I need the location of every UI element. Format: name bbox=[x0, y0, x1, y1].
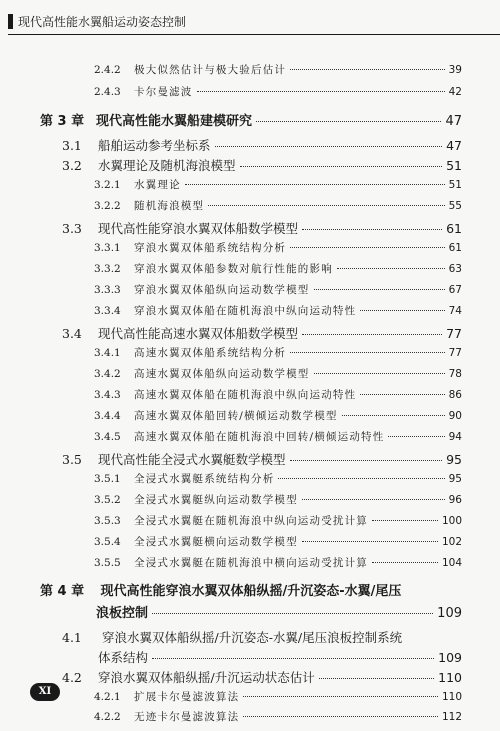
section-title-line2: 体系结构 bbox=[98, 650, 149, 665]
toc-entry-page: 78 bbox=[448, 368, 462, 380]
toc-entry-title: 高速水翼双体船在随机海浪中纵向运动特性 bbox=[134, 389, 357, 401]
toc-entry-number: 3.4.3 bbox=[94, 389, 121, 401]
toc-entry-title: 无迹卡尔曼滤波算法 bbox=[134, 711, 240, 723]
toc-entry-title: 随机海浪模型 bbox=[134, 200, 205, 212]
dot-leader bbox=[290, 352, 445, 353]
toc-entry-title: 全浸式水翼艇横向运动数学模型 bbox=[134, 536, 298, 548]
toc-entry-title: 高速水翼双体船在随机海浪中回转/横倾运动特性 bbox=[134, 431, 385, 443]
chapter-title: 现代高性能水翼船建模研究 bbox=[96, 114, 253, 129]
dot-leader bbox=[302, 499, 445, 500]
dot-leader bbox=[243, 716, 438, 717]
toc-entry bbox=[94, 429, 462, 444]
dot-leader bbox=[302, 334, 442, 335]
toc-entry bbox=[94, 84, 462, 99]
toc-entry-number: 3.5.4 bbox=[94, 536, 121, 548]
toc-entry-page: 47 bbox=[445, 114, 462, 129]
dot-leader bbox=[388, 436, 444, 437]
section-number: 3.5 bbox=[62, 452, 82, 467]
dot-leader bbox=[372, 562, 438, 563]
toc-entry-page: 67 bbox=[448, 284, 462, 296]
dot-leader bbox=[360, 394, 444, 395]
toc-entry-page: 110 bbox=[438, 670, 462, 685]
toc-entry-page: 51 bbox=[446, 158, 462, 173]
toc-entry-number: 3.4.2 bbox=[94, 368, 121, 380]
toc-section bbox=[62, 450, 462, 468]
toc-entry-page: 96 bbox=[448, 494, 462, 506]
dot-leader bbox=[290, 69, 445, 70]
dot-leader bbox=[243, 696, 438, 697]
dot-leader bbox=[278, 478, 444, 479]
section-number: 3.1 bbox=[62, 138, 82, 153]
toc-entry-number: 2.4.3 bbox=[94, 86, 121, 98]
toc-section bbox=[62, 668, 462, 686]
toc-entry bbox=[94, 345, 462, 360]
toc-entry-page: 61 bbox=[448, 242, 462, 254]
toc-entry-number: 3.5.3 bbox=[94, 515, 121, 527]
toc-entry-page: 39 bbox=[448, 64, 462, 76]
toc-chapter-continuation bbox=[96, 602, 462, 621]
toc-entry bbox=[94, 534, 462, 549]
toc-entry-number: 3.3.4 bbox=[94, 305, 121, 317]
toc-entry-page: 47 bbox=[446, 138, 462, 153]
toc-entry-title: 高速水翼双体船纵向运动数学模型 bbox=[134, 368, 310, 380]
toc-entry-number: 3.4.1 bbox=[94, 347, 121, 359]
section-title: 现代高性能穿浪水翼双体船数学模型 bbox=[98, 221, 299, 236]
toc-entry-page: 61 bbox=[446, 221, 462, 236]
toc-entry bbox=[94, 408, 462, 423]
toc-entry-title: 极大似然估计与极大验后估计 bbox=[134, 64, 287, 76]
section-number: 4.2 bbox=[62, 670, 82, 685]
dot-leader bbox=[337, 268, 445, 269]
section-title: 水翼理论及随机海浪模型 bbox=[98, 158, 236, 173]
toc-entry-number: 3.5.5 bbox=[94, 557, 121, 569]
toc-entry-page: 77 bbox=[446, 326, 462, 341]
toc-entry-page: 86 bbox=[448, 389, 462, 401]
dot-leader bbox=[152, 658, 434, 659]
toc-section bbox=[62, 136, 462, 154]
toc-entry-number: 3.3.3 bbox=[94, 284, 121, 296]
toc-entry bbox=[94, 240, 462, 255]
toc-entry-title: 穿浪水翼双体船系统结构分析 bbox=[134, 242, 287, 254]
toc-entry-page: 77 bbox=[448, 347, 462, 359]
section-title-line1: 穿浪水翼双体船纵摇/升沉姿态-水翼/尾压浪板控制系统 bbox=[101, 630, 403, 645]
dot-leader bbox=[302, 229, 442, 230]
toc-entry-page: 55 bbox=[448, 200, 462, 212]
toc-entry bbox=[94, 555, 462, 570]
toc-entry bbox=[94, 387, 462, 402]
toc-section bbox=[62, 219, 462, 237]
toc-entry-page: 63 bbox=[448, 263, 462, 275]
toc-entry bbox=[94, 513, 462, 528]
toc-entry-page: 109 bbox=[438, 650, 462, 665]
toc-entry-number: 3.4.5 bbox=[94, 431, 121, 443]
toc-entry bbox=[94, 689, 462, 704]
toc-entry-page: 104 bbox=[441, 557, 462, 569]
dot-leader bbox=[185, 184, 445, 185]
toc-entry-number: 4.2.2 bbox=[94, 711, 121, 723]
section-title: 现代高性能高速水翼双体船数学模型 bbox=[98, 326, 299, 341]
toc-entry-number: 3.3.2 bbox=[94, 263, 121, 275]
chapter-number: 第 3 章 bbox=[40, 114, 85, 129]
toc-chapter bbox=[40, 110, 462, 129]
dot-leader bbox=[152, 613, 433, 614]
dot-leader bbox=[314, 289, 445, 290]
toc-entry-title: 全浸式水翼艇系统结构分析 bbox=[134, 473, 275, 485]
toc-entry-title: 穿浪水翼双体船参数对航行性能的影响 bbox=[134, 263, 333, 275]
toc-entry-title: 穿浪水翼双体船纵向运动数学模型 bbox=[134, 284, 310, 296]
dot-leader bbox=[290, 247, 445, 248]
chapter-number: 第 4 章 bbox=[40, 584, 85, 599]
toc-entry-page: 74 bbox=[448, 305, 462, 317]
toc-section bbox=[62, 324, 462, 342]
toc-entry-title: 卡尔曼滤波 bbox=[134, 86, 193, 98]
dot-leader bbox=[290, 460, 443, 461]
dot-leader bbox=[256, 121, 441, 122]
toc-entry-title: 全浸式水翼艇在随机海浪中横向运动受扰计算 bbox=[134, 557, 368, 569]
toc-entry-page: 110 bbox=[441, 691, 462, 703]
toc-section-continuation bbox=[98, 648, 462, 666]
section-number: 4.1 bbox=[62, 630, 82, 645]
section-number: 3.2 bbox=[62, 158, 82, 173]
toc-entry-title: 穿浪水翼双体船在随机海浪中纵向运动特性 bbox=[134, 305, 357, 317]
dot-leader bbox=[197, 91, 445, 92]
toc-entry-title: 全浸式水翼艇纵向运动数学模型 bbox=[134, 494, 298, 506]
toc-entry-title: 高速水翼双体船回转/横倾运动数学模型 bbox=[134, 410, 338, 422]
toc-entry bbox=[94, 198, 462, 213]
toc-entry-number: 3.5.2 bbox=[94, 494, 121, 506]
toc-entry-number: 3.4.4 bbox=[94, 410, 121, 422]
toc-entry bbox=[94, 62, 462, 77]
toc-entry-page: 42 bbox=[448, 86, 462, 98]
toc-entry-number: 3.2.1 bbox=[94, 179, 121, 191]
toc-entry bbox=[94, 492, 462, 507]
toc-entry-page: 102 bbox=[441, 536, 462, 548]
toc-entry-number: 2.4.2 bbox=[94, 64, 121, 76]
toc-entry bbox=[94, 303, 462, 318]
toc-entry-page: 95 bbox=[448, 473, 462, 485]
toc-section bbox=[62, 628, 402, 646]
toc-entry bbox=[94, 471, 462, 486]
dot-leader bbox=[319, 678, 434, 679]
toc-entry bbox=[94, 177, 462, 192]
toc-entry bbox=[94, 261, 462, 276]
toc-entry-title: 全浸式水翼艇在随机海浪中纵向运动受扰计算 bbox=[134, 515, 368, 527]
dot-leader bbox=[342, 415, 445, 416]
section-title: 穿浪水翼双体船纵摇/升沉运动状态估计 bbox=[98, 670, 315, 685]
section-number: 3.3 bbox=[62, 221, 82, 236]
toc-entry-number: 3.5.1 bbox=[94, 473, 121, 485]
toc-entry-number: 4.2.1 bbox=[94, 691, 121, 703]
dot-leader bbox=[360, 310, 444, 311]
dot-leader bbox=[372, 520, 438, 521]
dot-leader bbox=[314, 373, 445, 374]
toc-chapter bbox=[40, 580, 401, 599]
toc-entry-title: 水翼理论 bbox=[134, 179, 181, 191]
toc-entry bbox=[94, 282, 462, 297]
section-number: 3.4 bbox=[62, 326, 82, 341]
dot-leader bbox=[302, 541, 438, 542]
toc-entry-title: 高速水翼双体船系统结构分析 bbox=[134, 347, 287, 359]
toc-entry bbox=[94, 709, 462, 724]
chapter-title-line1: 现代高性能穿浪水翼双体船纵摇/升沉姿态-水翼/尾压 bbox=[100, 584, 402, 599]
toc-entry-page: 95 bbox=[446, 452, 462, 467]
toc-entry-page: 94 bbox=[448, 431, 462, 443]
toc-entry-page: 109 bbox=[437, 606, 462, 621]
toc-entry bbox=[94, 366, 462, 381]
dot-leader bbox=[208, 205, 444, 206]
toc-entry-number: 3.3.1 bbox=[94, 242, 121, 254]
chapter-title-line2: 浪板控制 bbox=[96, 606, 149, 621]
dot-leader bbox=[240, 166, 443, 167]
toc-entry-page: 90 bbox=[448, 410, 462, 422]
toc-entry-title: 扩展卡尔曼滤波算法 bbox=[134, 691, 240, 703]
toc-entry-number: 3.2.2 bbox=[94, 200, 121, 212]
toc-entry-page: 51 bbox=[448, 179, 462, 191]
header-title: 现代高性能水翼船运动姿态控制 bbox=[18, 15, 187, 29]
section-title: 现代高性能全浸式水翼艇数学模型 bbox=[98, 452, 286, 467]
dot-leader bbox=[215, 146, 443, 147]
toc-entry-page: 100 bbox=[441, 515, 462, 527]
toc-entry-page: 112 bbox=[441, 711, 462, 723]
section-title: 船舶运动参考坐标系 bbox=[98, 138, 211, 153]
page-number-badge: XI bbox=[30, 683, 60, 701]
toc-section bbox=[62, 156, 462, 174]
